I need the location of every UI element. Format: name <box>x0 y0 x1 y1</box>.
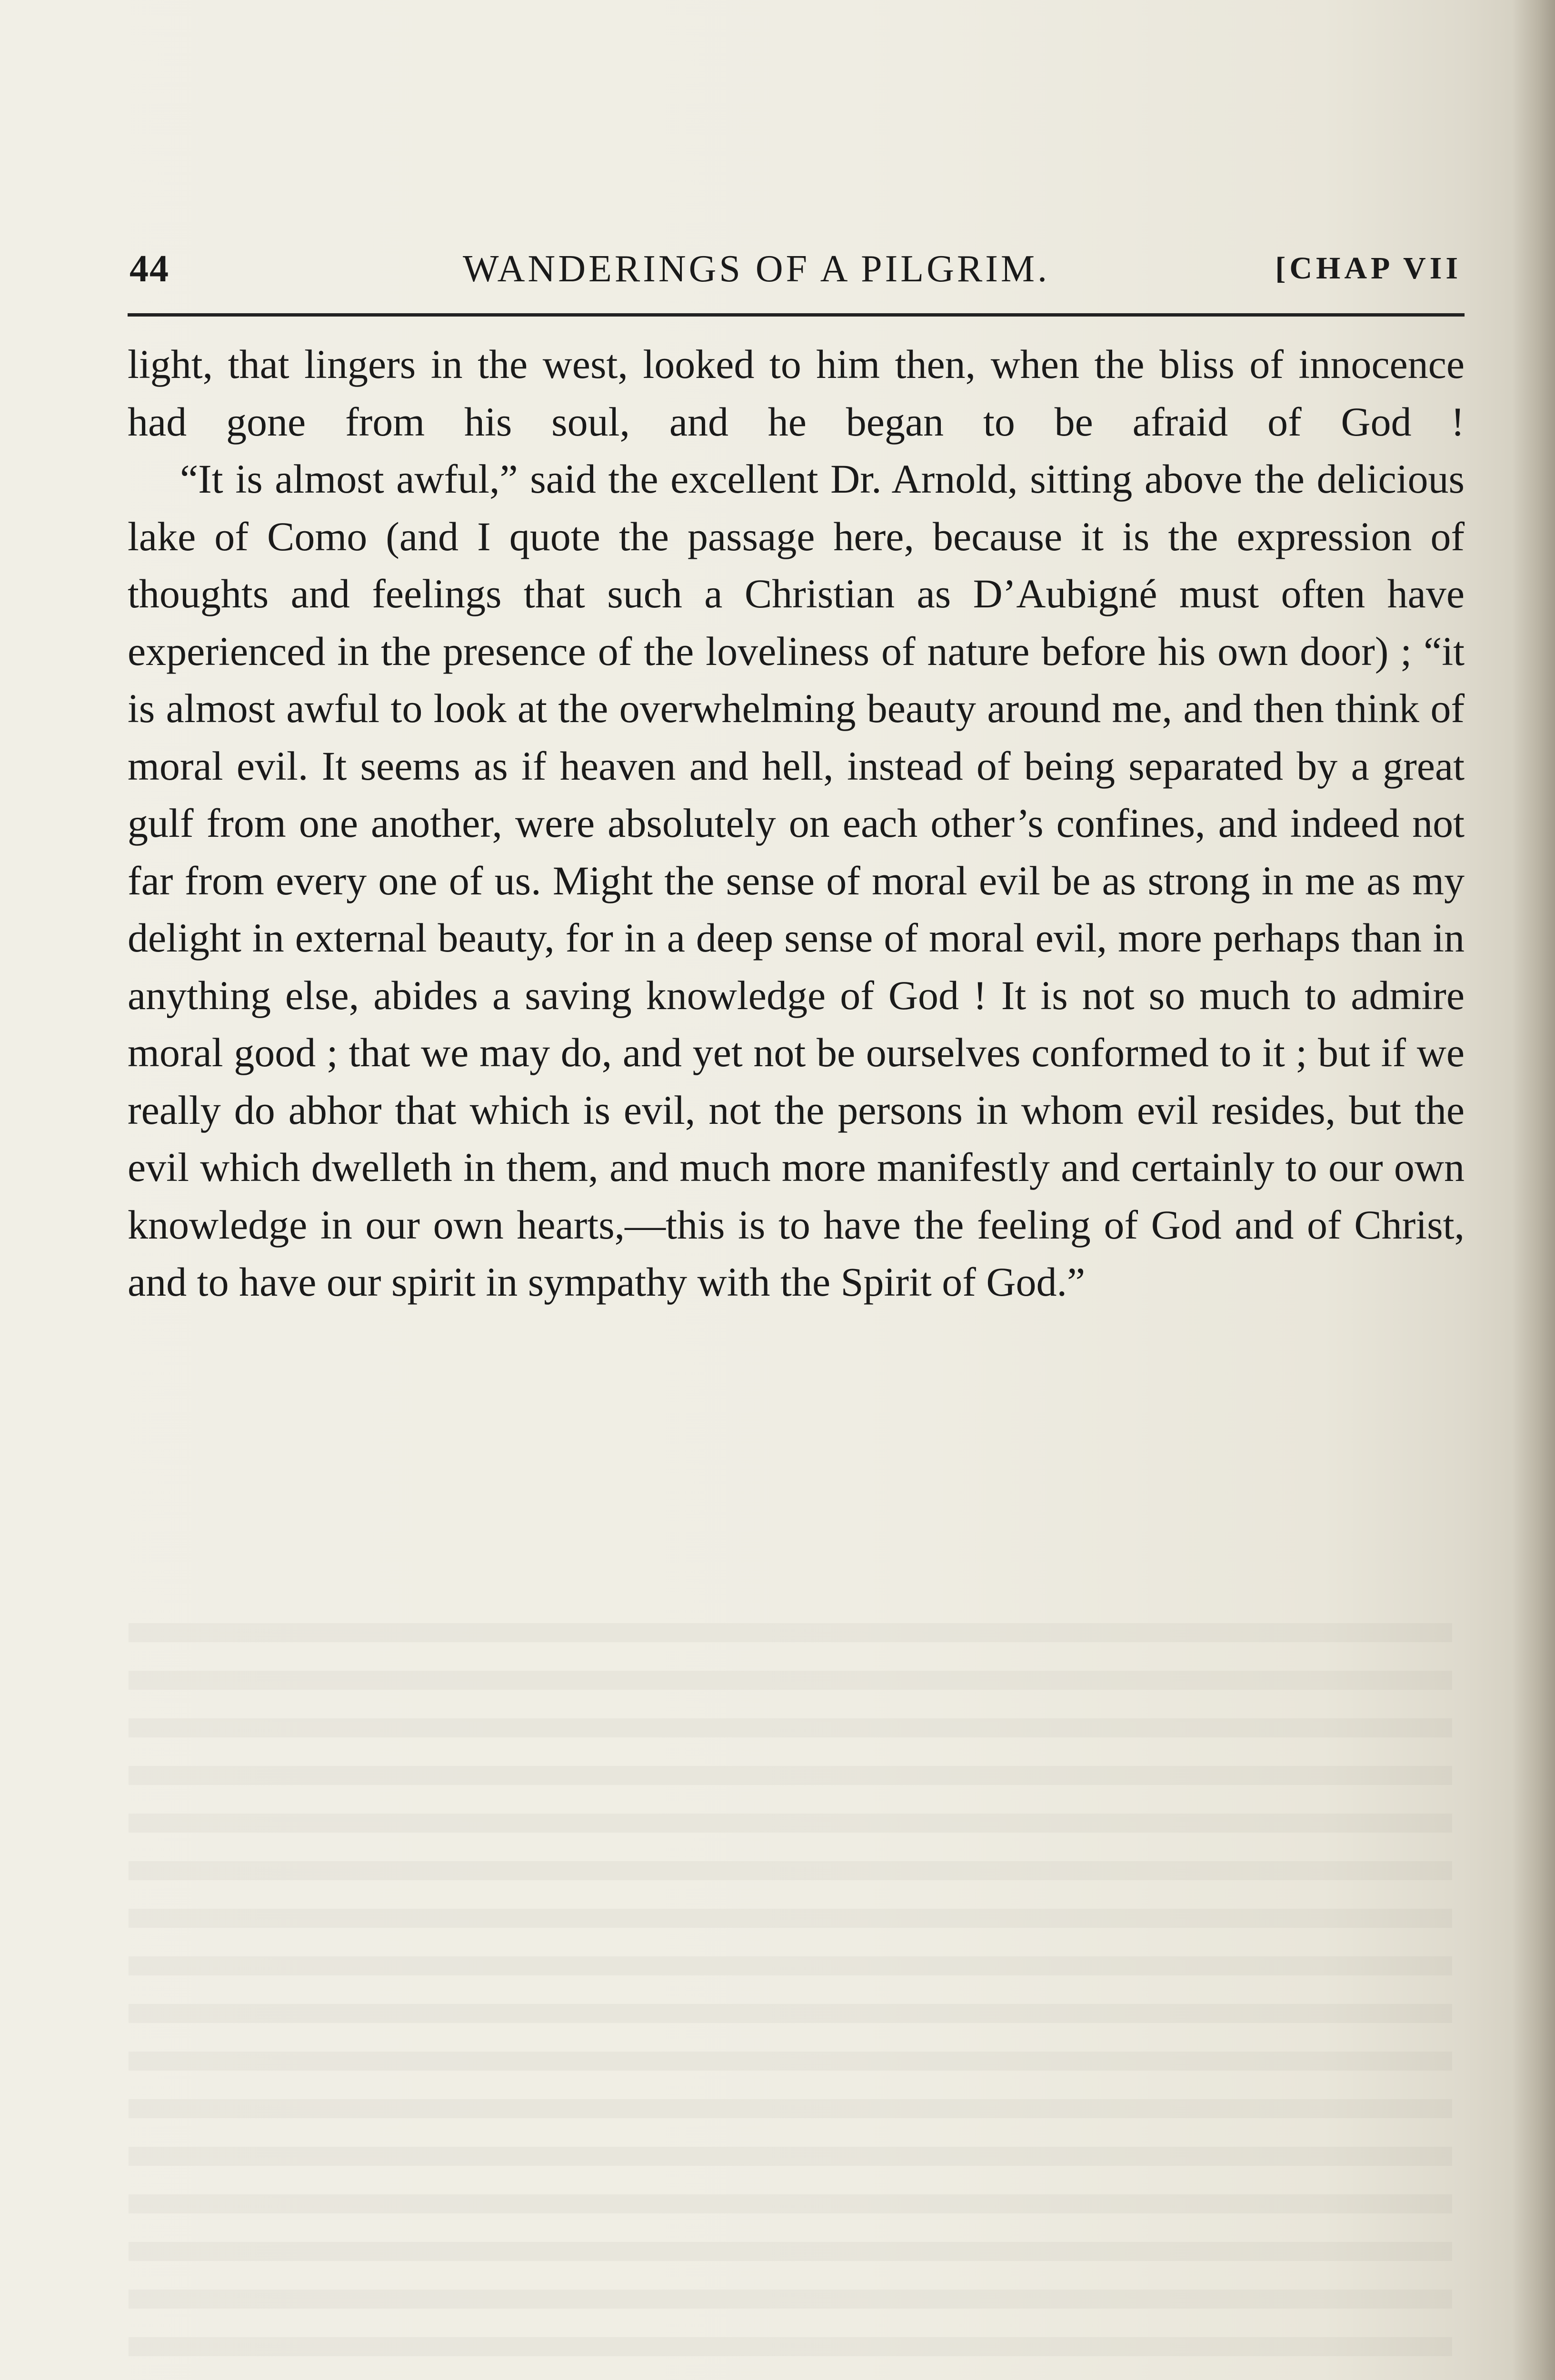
paragraph-continuation: light, that lingers in the west, looked to him then, when the bliss of innocence had gone from his soul, and he began to be afraid of God ! <box>128 341 1465 445</box>
chapter-reference: [CHAP VII <box>1275 251 1462 286</box>
header-rule <box>128 313 1465 317</box>
paragraph-arnold-quote: “It is almost awful,” said the excellent Dr. Arnold, sitting above the delicious lake of Como (and I quote the passage here, because it is the expression of thoughts and feelings that such a Christian as D’Aubigné must often have experienced in the presence of the loveliness of nature before his own door) ; “it is almost awful to look at the overwhelming beauty around me, and then think of moral evil. It seems as if heaven and hell, instead of being separated by a great gulf from one another, were absolutely on each other’s confines, and indeed not far from every one of us. Might the sense of moral evil be as strong in me as my delight in external beauty, for in a deep sense of moral evil, more perhaps than in anything else, abides a saving knowledge of God ! It is not so much to admire moral good ; that we may do, and yet not be ourselves conformed to it ; but if we really do abhor that which is evil, not the persons in whom evil resides, but the evil which dwelleth in them, and much more manifestly and certainly to our own knowledge in our own hearts,—this is to have the feeling of God and of Christ, and to have our spirit in sympathy with the Spirit of God.” <box>128 456 1465 1305</box>
body-text <box>128 336 1465 1311</box>
running-title: WANDERINGS OF A PILGRIM. <box>463 248 1050 290</box>
page-number: 44 <box>130 248 169 290</box>
show-through-text <box>129 1595 1452 2380</box>
running-header <box>130 243 1462 300</box>
page-edge-shadow <box>1512 0 1555 2380</box>
